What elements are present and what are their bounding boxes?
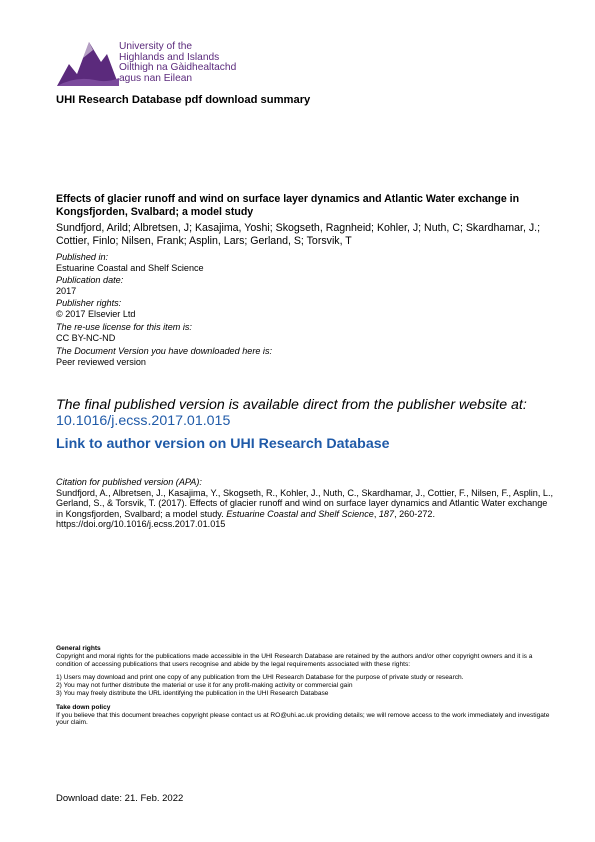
logo-line: Highlands and Islands: [119, 51, 220, 63]
rights-item: 1) Users may download and print one copy of any publication from the UHI Research Database for the purpose of private study or research.: [56, 674, 464, 682]
meta-publication-date: [56, 275, 556, 296]
citation-volume: 187: [378, 508, 395, 519]
meta-publisher-rights: [56, 298, 556, 319]
meta-label: The re-use license for this item is:: [56, 322, 192, 332]
takedown-text: If you believe that this document breaches copyright please contact us at RO@uhi.ac.uk providing details; we will remove access to the work immediately and investigate your claim.: [56, 711, 550, 727]
final-version-notice: [56, 397, 576, 429]
logo-line: agus nan Eilean: [119, 72, 193, 84]
author-version-link[interactable]: Link to author version on UHI Research Database: [56, 436, 390, 452]
meta-value: Peer reviewed version: [56, 356, 146, 367]
citation-label: Citation for published version (APA):: [56, 477, 202, 487]
logo-line: University of the: [119, 41, 193, 52]
meta-label: Publisher rights:: [56, 298, 122, 308]
citation-block: [56, 477, 556, 530]
meta-document-version: [56, 346, 556, 367]
final-version-text: The final published version is available direct from the publisher website at:: [56, 397, 527, 413]
publication-title: Effects of glacier runoff and wind on surface layer dynamics and Atlantic Water exchange in Kongsfjorden, Svalbard; a model study: [56, 193, 520, 218]
general-rights-text: Copyright and moral rights for the publications made accessible in the UHI Research Database are retained by the authors and/or other copyright owners and it is a condition of accessing publications that users recognise and abide by the legal requirements associated with these rights:: [56, 652, 533, 668]
logo-line: Oilthigh na Gàidhealtachd: [119, 62, 237, 74]
page-header: UHI Research Database pdf download summary: [56, 94, 311, 106]
logo-wordmark: [119, 42, 236, 84]
meta-published-in: [56, 252, 556, 273]
citation-pages-doi: , 260-272. https://doi.org/10.1016/j.ecss.2017.01.015: [56, 508, 436, 529]
meta-value: 2017: [56, 285, 77, 296]
download-date: Download date: 21. Feb. 2022: [56, 793, 184, 804]
meta-value: © 2017 Elsevier Ltd: [56, 308, 136, 319]
meta-label: Publication date:: [56, 275, 124, 285]
general-rights-heading: General rights: [56, 645, 101, 652]
takedown-heading: Take down policy: [56, 703, 111, 711]
rights-section: [56, 645, 556, 727]
rights-item: 2) You may not further distribute the material or use it for any profit-making activity or commercial gain: [56, 682, 353, 690]
citation-main: Sundfjord, A., Albretsen, J., Kasajima, Y., Skogseth, R., Kohler, J., Nuth, C., Skardhamar, J., Cottier, F., Nilsen, F., Asplin, L., Gerland, S., & Torsvik, T. (2017). Effects of glacier runoff and wind on surface layer dynamics and Atlantic Water exchange in Kongsfjorden, Svalbard; a model study.: [56, 487, 554, 519]
meta-label: Published in:: [56, 252, 109, 262]
meta-value: Estuarine Coastal and Shelf Science: [56, 262, 204, 273]
citation-text: Sundfjord, A., Albretsen, J., Kasajima, Y., Skogseth, R., Kohler, J., Nuth, C., Skardhamar, J., Cottier, F., Nilsen, F., Asplin, L., Gerland, S., & Torsvik, T. (2017). Effects of glacier runoff and wind on surface layer dynamics and Atlantic Water exchange in Kongsfjorden, Svalbard; a model study. Estuarine Coastal and Shelf Science, 187, 260-272. https://doi.org/10.1016/j.ecss.2017.01.015: [56, 487, 554, 529]
meta-license: [56, 322, 556, 343]
rights-item: 3) You may freely distribute the URL identifying the publication in the UHI Research Database: [56, 689, 329, 697]
publication-authors: Sundfjord, Arild; Albretsen, J; Kasajima, Yoshi; Skogseth, Ragnheid; Kohler, J; Nuth, C; Skardhamar, J.; Cottier, Finlo; Nilsen, Frank; Asplin, Lars; Gerland, S; Torsvik, T: [56, 222, 541, 247]
doi-link[interactable]: 10.1016/j.ecss.2017.01.015: [56, 413, 231, 429]
meta-value: CC BY-NC-ND: [56, 332, 116, 343]
citation-journal: Estuarine Coastal and Shelf Science: [226, 508, 374, 519]
meta-label: The Document Version you have downloaded here is:: [56, 346, 273, 356]
